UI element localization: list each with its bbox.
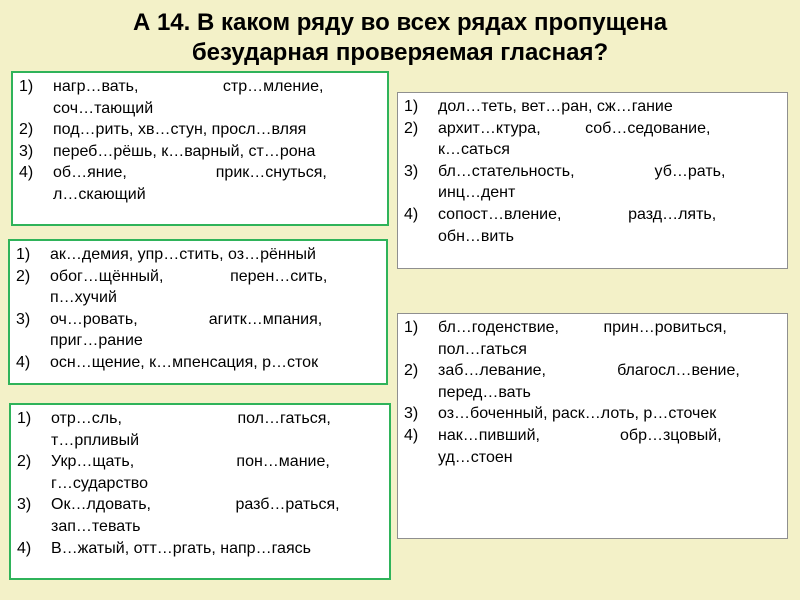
- item-number: 3): [17, 496, 32, 514]
- item-text: архит…ктура, соб…седование,: [438, 119, 711, 137]
- list-item: [19, 141, 381, 163]
- item-text: об…яние, прик…снуться,: [53, 164, 327, 182]
- list-item: [19, 162, 381, 184]
- item-continuation: к…саться: [438, 141, 510, 159]
- page-title: [0, 8, 800, 68]
- list-item: [404, 425, 781, 447]
- item-number: 2): [404, 362, 419, 380]
- item-continuation: т…рпливый: [51, 431, 140, 449]
- item-number: 4): [19, 164, 34, 182]
- list-item: [16, 352, 380, 374]
- item-number: 3): [404, 162, 419, 180]
- item-number: 4): [17, 539, 32, 557]
- list-item: [404, 204, 781, 226]
- item-text: Укр…щать, пон…мание,: [51, 453, 330, 471]
- item-number: 1): [404, 98, 419, 115]
- item-continuation: обн…вить: [438, 227, 514, 245]
- list-item: [19, 76, 381, 98]
- title-line-1: А 14. В каком ряду во всех рядах пропущена: [132, 9, 668, 36]
- option-box-1: [11, 71, 389, 226]
- list-item: [404, 161, 781, 183]
- list-item: [17, 451, 383, 473]
- item-text: бл…стательность, уб…рать,: [438, 162, 726, 180]
- list-item: [16, 266, 380, 288]
- item-text: нагр…вать, стр…мление,: [53, 78, 324, 95]
- item-text: переб…рёшь, к…варный, ст…рона: [53, 142, 316, 160]
- item-number: 1): [17, 410, 32, 427]
- list-item: [16, 244, 380, 266]
- item-number: 2): [19, 121, 34, 139]
- list-item: [17, 538, 383, 560]
- option-box-3: [9, 403, 391, 580]
- item-continuation: приг…рание: [50, 332, 143, 350]
- item-text: В…жатый, отт…ргать, напр…гаясь: [51, 539, 311, 557]
- item-number: 4): [404, 426, 419, 444]
- option-box-5: [397, 313, 788, 539]
- item-number: 3): [404, 405, 419, 423]
- item-number: 2): [17, 453, 32, 471]
- item-text: ак…демия, упр…стить, оз…рённый: [50, 246, 316, 263]
- item-continuation: г…сударство: [51, 474, 148, 492]
- list-item: [404, 118, 781, 140]
- item-text: заб…левание, благосл…вение,: [438, 362, 740, 380]
- item-number: 3): [16, 310, 31, 328]
- item-continuation: инц…дент: [438, 184, 516, 202]
- item-text: оз…боченный, раск…лоть, р…сточек: [438, 405, 717, 423]
- item-text: обог…щённый, перен…сить,: [50, 267, 328, 285]
- list-item: [404, 360, 781, 382]
- list-item: [404, 96, 781, 118]
- item-text: дол…теть, вет…ран, сж…гание: [438, 98, 673, 115]
- item-number: 1): [19, 78, 34, 95]
- option-box-2: [8, 239, 388, 385]
- list-item: [19, 119, 381, 141]
- item-continuation: соч…тающий: [53, 99, 154, 117]
- item-number: 3): [19, 142, 34, 160]
- list-item: [16, 309, 380, 331]
- list-item: [404, 317, 781, 339]
- item-text: бл…годенствие, прин…ровиться,: [438, 319, 727, 336]
- item-continuation: уд…стоен: [438, 448, 513, 466]
- item-text: нак…пивший, обр…зцовый,: [438, 426, 722, 444]
- item-continuation: п…хучий: [50, 289, 117, 307]
- item-text: отр…сль, пол…гаться,: [51, 410, 331, 427]
- item-continuation: зап…тевать: [51, 517, 141, 535]
- item-number: 1): [16, 246, 31, 263]
- item-number: 2): [16, 267, 31, 285]
- item-continuation: л…скающий: [53, 185, 146, 203]
- item-number: 4): [16, 353, 31, 371]
- list-item: [17, 494, 383, 516]
- item-text: осн…щение, к…мпенсация, р…сток: [50, 353, 319, 371]
- item-continuation: перед…вать: [438, 383, 531, 401]
- item-number: 1): [404, 319, 419, 336]
- item-text: под…рить, хв…стун, просл…вляя: [53, 121, 307, 139]
- title-line-2: безударная проверяемая гласная?: [191, 39, 609, 66]
- item-text: Ок…лдовать, разб…раться,: [51, 496, 340, 514]
- item-number: 4): [404, 205, 419, 223]
- item-text: оч…ровать, агитк…мпания,: [50, 310, 323, 328]
- item-text: сопост…вление, разд…лять,: [438, 205, 717, 223]
- item-continuation: пол…гаться: [438, 340, 527, 358]
- item-number: 2): [404, 119, 419, 137]
- list-item: [17, 408, 383, 430]
- option-box-4: [397, 92, 788, 269]
- list-item: [404, 403, 781, 425]
